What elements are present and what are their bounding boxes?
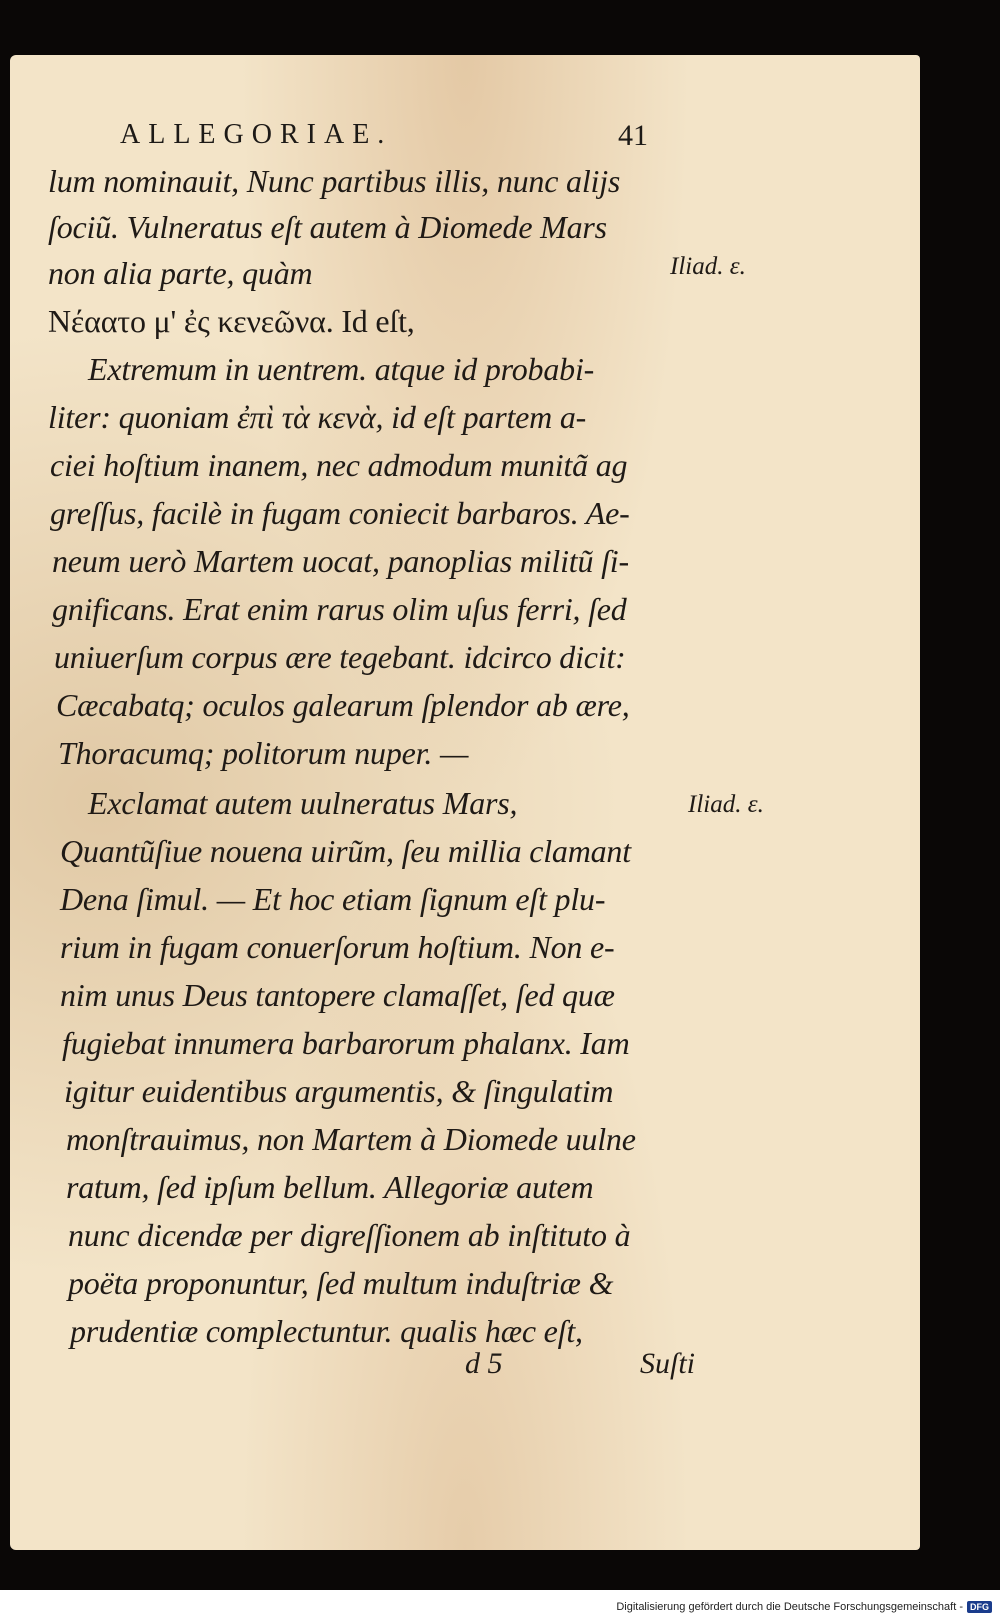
text-line: uniuerſum corpus ære tegebant. idcirco dicit: [54,639,626,675]
catchword: Suſti [640,1347,696,1380]
text-line: prudentiæ complectuntur. qualis hæc eſt, [70,1313,583,1349]
text-line: liter: quoniam ἐπὶ τὰ κενὰ, id eſt partem a- [48,399,587,435]
text-line: nunc dicendæ per digreſſionem ab inſtituto à [68,1217,631,1253]
text-line: greſſus, facilè in fugam coniecit barbaros. Ae- [50,495,630,531]
text-line: rium in fugam conuerſorum hoſtium. Non e- [60,929,615,965]
page-number: 41 [618,119,648,152]
running-head: ALLEGORIAE. [120,119,393,150]
text-line: Dena ſimul. — Et hoc etiam ſignum eſt plu- [60,881,606,917]
text-line: monſtrauimus, non Martem à Diomede uulne [66,1121,636,1157]
text-line: Thoracumq; politorum nuper. — [58,735,469,771]
text-line: fugiebat innumera barbarorum phalanx. Iam [62,1025,630,1061]
credit-text: Digitalisierung gefördert durch die Deutsche Forschungsgemeinschaft - [616,1601,963,1613]
text-line: nim unus Deus tantopere clamaſſet, ſed quæ [60,977,615,1013]
text-line: ciei hoſtium inanem, nec admodum munitã ag [50,447,628,483]
text-line: ratum, ſed ipſum bellum. Allegoriæ autem [66,1169,594,1205]
text-line: non alia parte, quàm [48,255,313,291]
text-line: neum uerò Martem uocat, panoplias militũ ſi- [52,543,629,579]
text-line: Quantũſiue nouena uirũm, ſeu millia clamant [60,833,631,869]
text-line: Cæcabatq; oculos galearum ſplendor ab ære, [56,687,630,723]
text-line: Exclamat autem uulneratus Mars, [88,785,518,821]
dfg-logo-icon: DFG [967,1601,992,1613]
signature-mark: d 5 [465,1347,503,1380]
margin-note-iliad: Iliad. ε. [670,253,746,280]
text-line: poëta proponuntur, ſed multum induſtriæ & [68,1265,614,1301]
text-line: Νέαατο μ' ἐς κενεῶνα. Id eſt, [48,303,415,339]
text-line: lum nominauit, Nunc partibus illis, nunc alijs [48,163,621,199]
digitization-credit [616,1601,992,1613]
margin-note-iliad: Iliad. ε. [688,791,764,818]
text-line: igitur euidentibus argumentis, & ſingulatim [64,1073,614,1109]
text-line: Extremum in uentrem. atque id probabi- [88,351,595,387]
text-line: ſociũ. Vulneratus eſt autem à Diomede Mars [48,209,607,245]
book-page [10,55,920,1550]
text-line: gnificans. Erat enim rarus olim uſus ferri, ſed [52,591,627,627]
